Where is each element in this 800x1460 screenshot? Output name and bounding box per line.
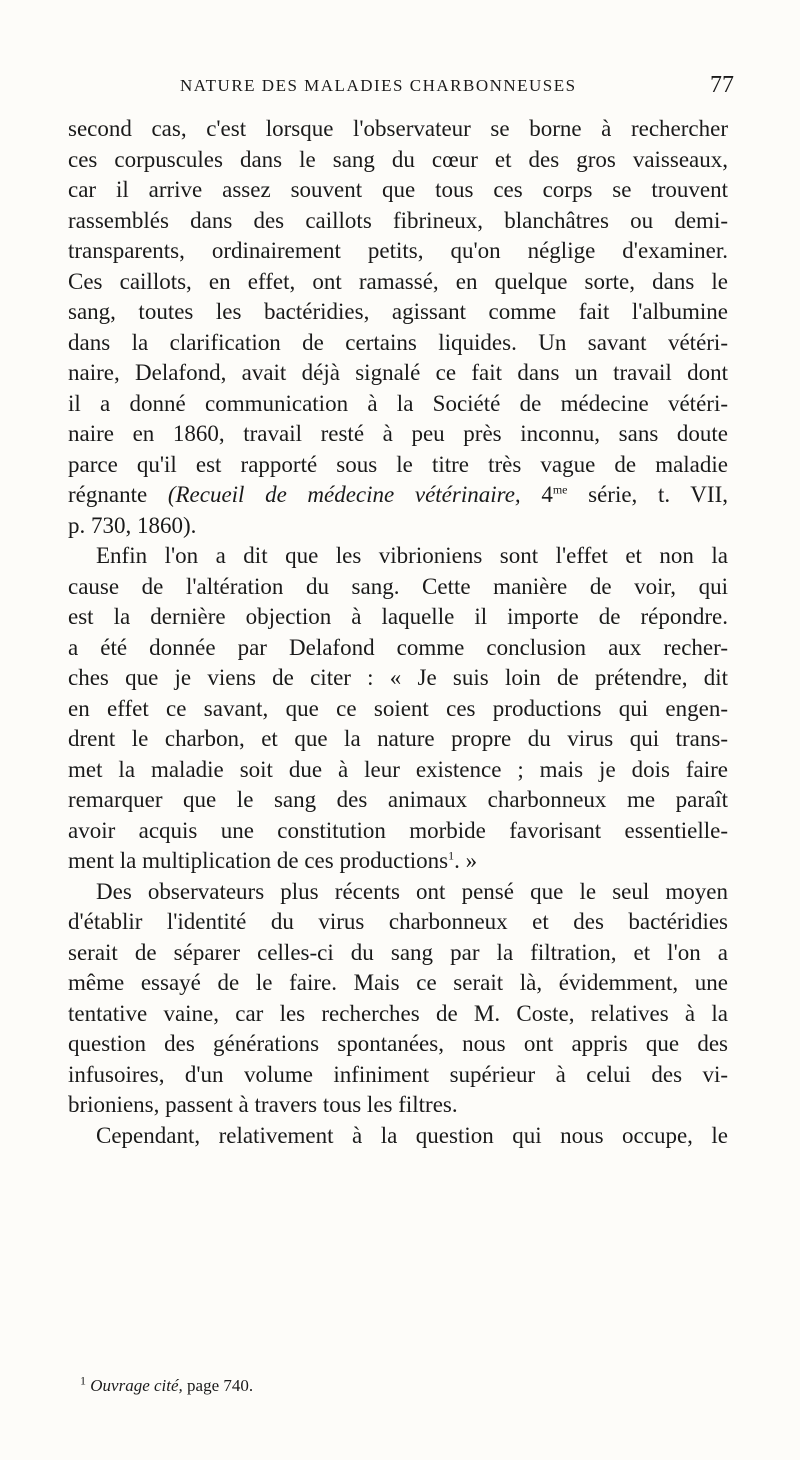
- text-line: naire en 1860, travail resté à peu près inconnu, sans doute: [68, 421, 728, 446]
- text-line: en effet ce savant, que ce soient ces productions qui engen-: [68, 695, 728, 721]
- citation-series-superscript: me: [552, 482, 568, 497]
- paragraph-3: [68, 877, 728, 1121]
- text-line: ches que je viens de citer : « Je suis loin de prétendre, dit: [68, 665, 728, 690]
- text-line: car il arrive assez souvent que tous ces corps se trouvent: [68, 177, 728, 202]
- text-line: dans la clarification de certains liquides. Un savant vétéri-: [68, 329, 728, 355]
- text-line: parce qu'il est rapporté sous le titre très vague de maladie: [68, 451, 728, 477]
- citation-suffix: série, t. VII,: [567, 482, 728, 507]
- paragraph-4: [68, 1121, 728, 1152]
- text-line: tentative vaine, car les recherches de M. Coste, relatives à la: [68, 1000, 728, 1026]
- body-text: [68, 114, 728, 1151]
- footnote-number: 1: [80, 1373, 86, 1388]
- text-line: a été donnée par Delafond comme conclusion aux recher-: [68, 634, 728, 660]
- citation-title: (Recueil de médecine vétérinaire,: [167, 482, 521, 507]
- text-line: ces corpuscules dans le sang du cœur et des gros vaisseaux,: [68, 146, 728, 172]
- text-line: sang, toutes les bactéridies, agissant comme fait l'albumine: [68, 299, 728, 324]
- citation-line: [68, 480, 728, 511]
- citation-prefix: régnante: [68, 482, 168, 507]
- text-line: met la maladie soit due à leur existence ; mais je dois faire: [68, 756, 728, 782]
- text-line: question des générations spontanées, nous ont appris que des: [68, 1031, 728, 1056]
- page-number: 77: [710, 72, 734, 98]
- footnote: [80, 1373, 254, 1396]
- text-line: avoir acquis une constitution morbide favorisant essentielle-: [68, 817, 728, 843]
- text-line: rassemblés dans des caillots fibrineux, blanchâtres ou demi-: [68, 207, 728, 233]
- text-line: Enfin l'on a dit que les vibrioniens sont l'effet et non la: [96, 543, 728, 568]
- running-title: NATURE DES MALADIES CHARBONNEUSES: [180, 76, 577, 95]
- text-line: drent le charbon, et que la nature propre du virus qui trans-: [68, 726, 728, 751]
- text-line-content: ment la multiplication de ces productions: [68, 848, 449, 873]
- text-line: Des observateurs plus récents ont pensé que le seul moyen: [96, 878, 728, 904]
- text-line: il a donné communication à la Société de médecine vétéri-: [68, 390, 728, 416]
- text-line: Ces caillots, en effet, ont ramassé, en quelque sorte, dans le: [68, 268, 728, 294]
- text-line-end: . »: [454, 848, 478, 873]
- text-line: d'établir l'identité du virus charbonneux et des bactéridies: [68, 909, 728, 934]
- text-line: serait de séparer celles-ci du sang par la filtration, et l'on a: [68, 939, 728, 965]
- text-line: infusoires, d'un volume infiniment supérieur à celui des vi-: [68, 1061, 728, 1087]
- text-line: est la dernière objection à laquelle il importe de répondre.: [68, 604, 728, 629]
- text-line: p. 730, 1860).: [68, 512, 197, 538]
- footnote-reference-line: [68, 846, 728, 877]
- text-line: Cependant, relativement à la question qui nous occupe, le: [96, 1122, 728, 1148]
- text-line: transparents, ordinairement petits, qu'on néglige d'examiner.: [68, 238, 728, 263]
- footnote-marker: 1: [448, 848, 455, 863]
- text-line: remarquer que le sang des animaux charbonneux me paraît: [68, 787, 728, 812]
- text-line: même essayé de le faire. Mais ce serait là, évidemment, une: [68, 970, 728, 995]
- footnote-text: page 740.: [182, 1376, 254, 1395]
- paragraph-1: [68, 114, 728, 541]
- text-line: brioniens, passent à travers tous les filtres.: [68, 1092, 458, 1117]
- text-line: naire, Delafond, avait déjà signalé ce fait dans un travail dont: [68, 360, 728, 385]
- paragraph-2: [68, 541, 728, 877]
- footnote-title: Ouvrage cité,: [90, 1376, 183, 1395]
- text-line: second cas, c'est lorsque l'observateur se borne à rechercher: [68, 116, 728, 141]
- text-line: cause de l'altération du sang. Cette manière de voir, qui: [68, 573, 728, 599]
- citation-series-number: 4: [520, 482, 553, 507]
